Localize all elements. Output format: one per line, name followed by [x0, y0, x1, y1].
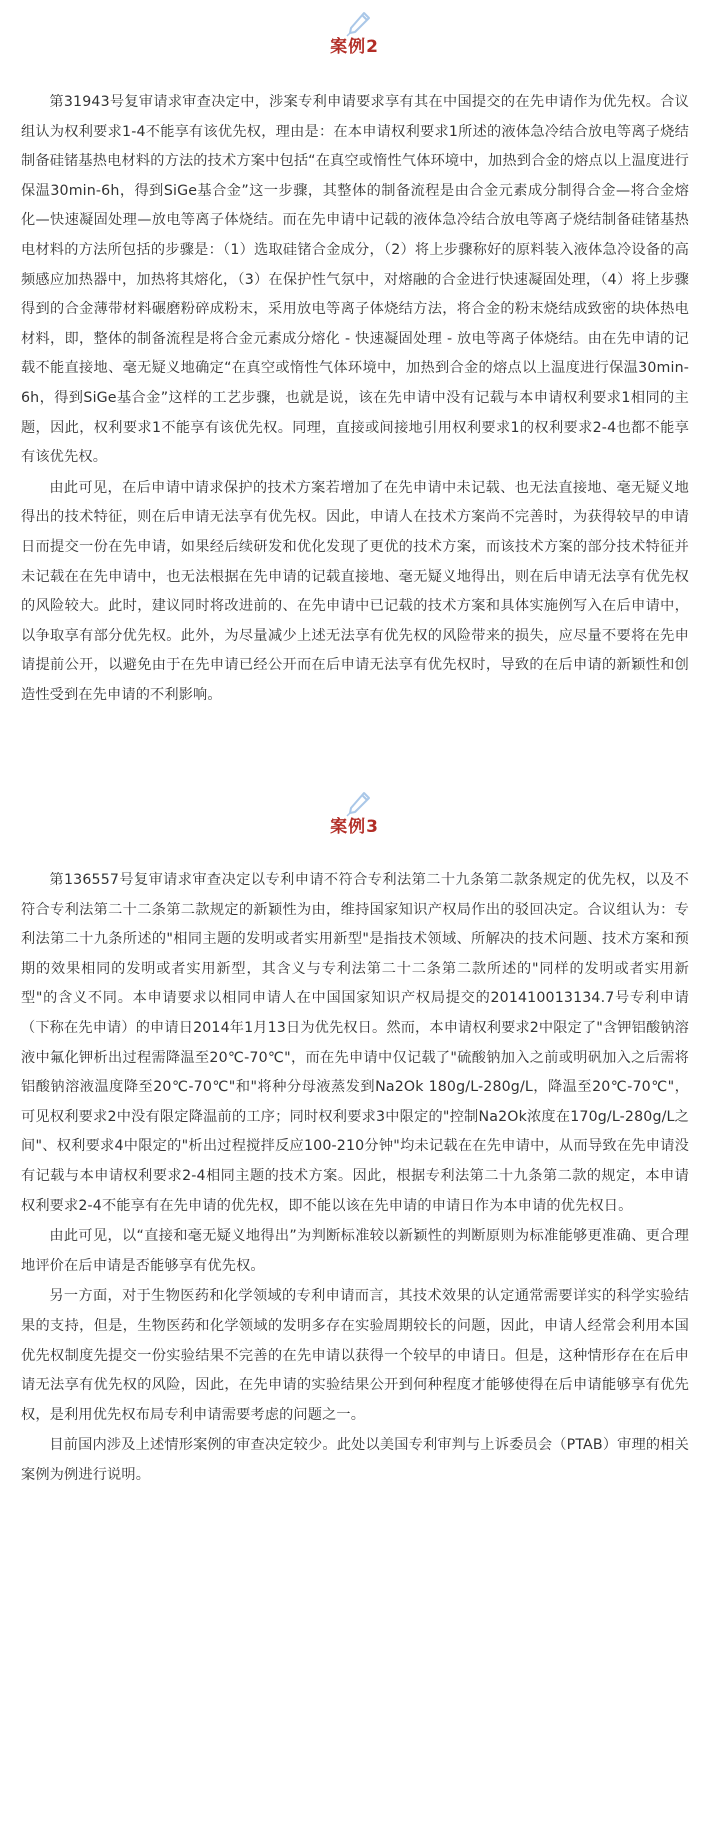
- case-2-paragraph-1: 第31943号复审请求审查决定中，涉案专利申请要求享有其在中国提交的在先申请作为优先权。合议组认为权利要求1-4不能享有该优先权，理由是：在本申请权利要求1所述的液体急冷结合放电等离子烧结制备硅锗基热电材料的方法的技术方案中包括“在真空或惰性气体环境中，加热到合金的熔点以上温度进行保温30min-6h，得到SiGe基合金”这一步骤，其整体的制备流程是由合金元素成分制得合金—将合金熔化—快速凝固处理—放电等离子体烧结。而在先申请中记载的液体急冷结合放电等离子烧结制备硅锗基热电材料的方法所包括的步骤是：（1）选取硅锗合金成分，（2）将上步骤称好的原料装入液体急冷设备的高频感应加热器中，加热将其熔化，（3）在保护性气氛中，对熔融的合金进行快速凝固处理，（4）将上步骤得到的合金薄带材料碾磨粉碎成粉末，采用放电等离子体烧结方法，将合金的粉末烧结成致密的块体热电材料，即，整体的制备流程是将合金元素成分熔化 - 快速凝固处理 - 放电等离子体烧结。由在先申请的记载不能直接地、毫无疑义地确定“在真空或惰性气体环境中，加热到合金的熔点以上温度进行保温30min-6h，得到SiGe基合金”这样的工艺步骤，也就是说，该在先申请中没有记载与本申请权利要求1相同的主题，因此，权利要求1不能享有该优先权。同理，直接或间接地引用权利要求1的权利要求2-4也都不能享有该优先权。: [21, 94, 689, 466]
- case-3-paragraph-2: 由此可见，以“直接和毫无疑义地得出”为判断标准较以新颖性的判断原则为标准能够更准确、更合理地评价在后申请是否能够享有优先权。: [21, 1228, 689, 1274]
- case-3-title: 案例3: [330, 817, 379, 837]
- case-3-paragraph-3: 另一方面，对于生物医药和化学领域的专利申请而言，其技术效果的认定通常需要详实的科学实验结果的支持，但是，生物医药和化学领域的发明多存在实验周期较长的问题，因此，申请人经常会利用本国优先权制度先提交一份实验结果不完善的在先申请以获得一个较早的申请日。但是，这种情形存在在后申请无法享有优先权的风险，因此，在先申请的实验结果公开到何种程度才能够使得在后申请能够享有优先权，是利用优先权布局专利申请需要考虑的问题之一。: [21, 1288, 689, 1423]
- case-3-body: [21, 866, 689, 1490]
- case-3-paragraph-1: 第136557号复审请求审查决定以专利申请不符合专利法第二十九条第二款条规定的优先权，以及不符合专利法第二十二条第二款规定的新颖性为由，维持国家知识产权局作出的驳回决定。合议组认为：专利法第二十九条所述的"相同主题的发明或者实用新型"是指技术领域、所解决的技术问题、技术方案和预期的效果相同的发明或者实用新型，其含义与专利法第二十二条第二款所述的"同样的发明或者实用新型"的含义不同。本申请要求以相同申请人在中国国家知识产权局提交的201410013134.7号专利申请（下称在先申请）的申请日2014年1月13日为优先权日。然而，本申请权利要求2中限定了"含钾铝酸钠溶液中氟化钾析出过程需降温至20℃-70℃"，而在先申请中仅记载了"硫酸钠加入之前或明矾加入之后需将铝酸钠溶液温度降至20℃-70℃"和"将种分母液蒸发到Na2Ok 180g/L-280g/L，降温至20℃-70℃"，可见权利要求2中没有限定降温前的工序；同时权利要求3中限定的"控制Na2Ok浓度在170g/L-280g/L之间"、权利要求4中限定的"析出过程搅拌反应100-210分钟"均未记载在在先申请中，从而导致在先申请没有记载与本申请权利要求2-4相同主题的技术方案。因此，根据专利法第二十九条第二款的规定，本申请权利要求2-4不能享有在先申请的优先权，即不能以该在先申请的申请日作为本申请的优先权日。: [21, 872, 689, 1214]
- case-2-header: [0, 32, 709, 57]
- case-2-body: [21, 88, 689, 710]
- pen-nib-icon: [338, 790, 378, 820]
- case-3-paragraph-4: 目前国内涉及上述情形案例的审查决定较少。此处以美国专利审判与上诉委员会（PTAB）审理的相关案例为例进行说明。: [21, 1437, 689, 1483]
- case-2-paragraph-2: 由此可见，在后申请中请求保护的技术方案若增加了在先申请中未记载、也无法直接地、毫无疑义地得出的技术特征，则在后申请无法享有优先权。因此，申请人在技术方案尚不完善时，为获得较早的申请日而提交一份在先申请，如果经后续研发和优化发现了更优的技术方案，而该技术方案的部分技术特征并未记载在在先申请中，也无法根据在先申请的记载直接地、毫无疑义地得出，则在后申请无法享有优先权的风险较大。此时，建议同时将改进前的、在先申请中已记载的技术方案和具体实施例写入在后申请中，以争取享有部分优先权。此外，为尽量减少上述无法享有优先权的风险带来的损失，应尽量不要将在先申请提前公开，以避免由于在先申请已经公开而在后申请无法享有优先权时，导致的在后申请的新颖性和创造性受到在先申请的不利影响。: [21, 479, 689, 703]
- case-3-header: [0, 812, 709, 837]
- case-2-title: 案例2: [330, 37, 379, 57]
